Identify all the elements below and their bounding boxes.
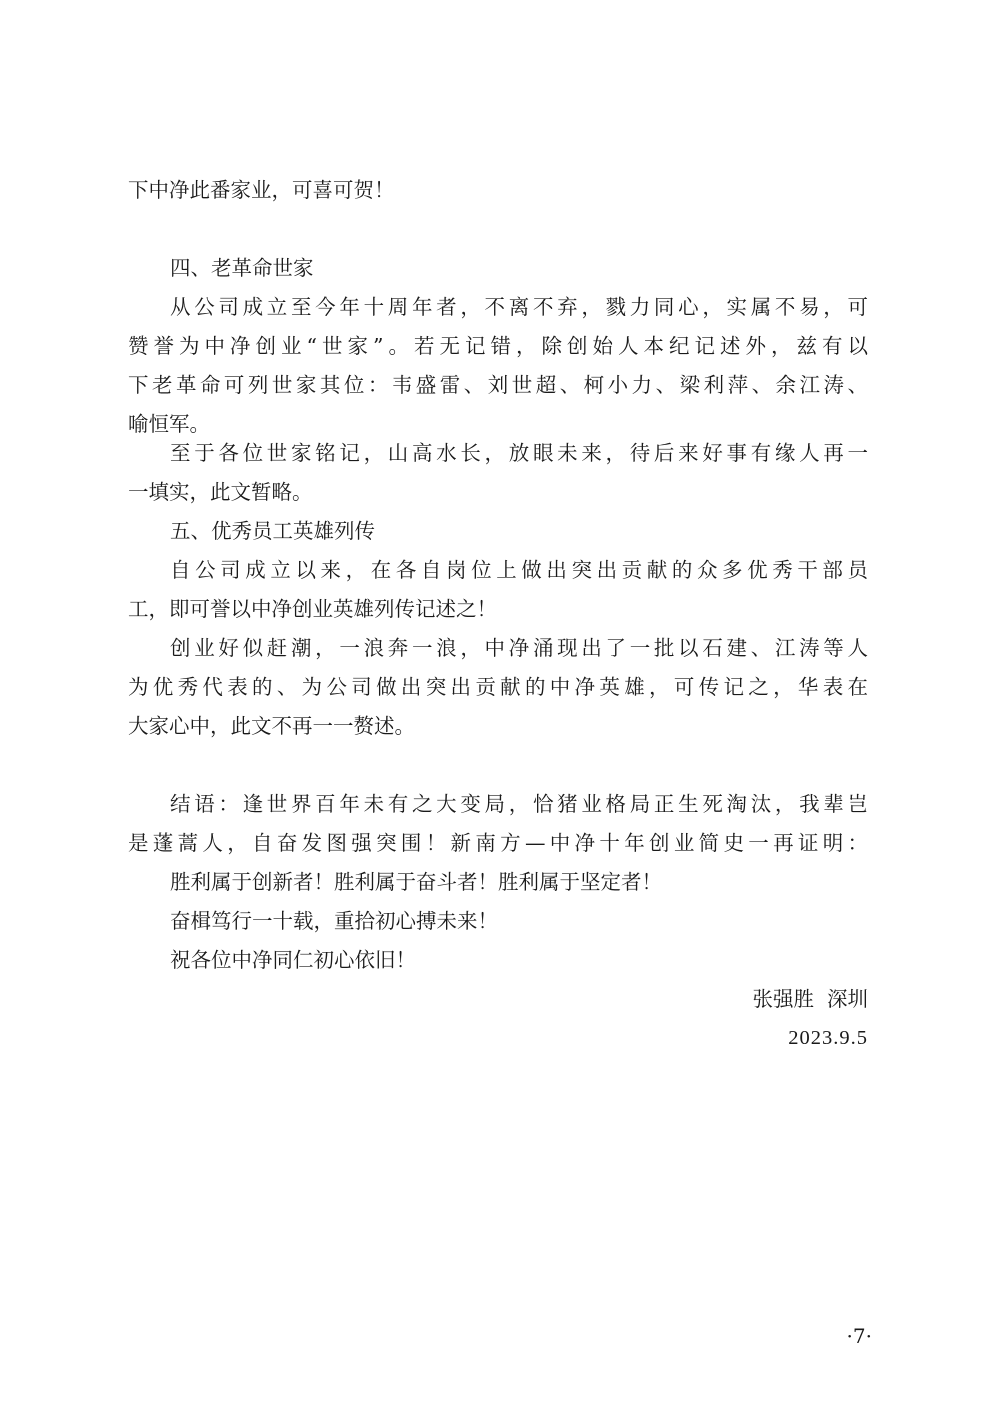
conclusion-line: 结语：逢世界百年未有之大变局，恰猪业格局正生死淘汰，我辈岂 — [170, 792, 868, 816]
conclusion-line: 是蓬蒿人，自奋发图强突围！新南方—中净十年创业简史一再证明： — [128, 831, 868, 855]
conclusion-line: 奋楫笃行一十载，重拾初心搏未来！ — [170, 909, 498, 933]
paragraph-line: 大家心中，此文不再一一赘述。 — [128, 714, 415, 738]
section-heading-five: 五、优秀员工英雄列传 — [170, 519, 375, 543]
paragraph-line: 下老革命可列世家其位：韦盛雷、刘世超、柯小力、梁利萍、余江涛、 — [128, 373, 868, 397]
conclusion-line: 胜利属于创新者！胜利属于奋斗者！胜利属于坚定者！ — [170, 870, 662, 894]
paragraph-line: 工，即可誉以中净创业英雄列传记述之！ — [128, 597, 497, 621]
paragraph-line: 赞誉为中净创业“世家”。若无记错，除创始人本纪记述外，兹有以 — [128, 334, 868, 358]
page-number: ·7· — [846, 1324, 872, 1348]
paragraph-line: 至于各位世家铭记，山高水长，放眼未来，待后来好事有缘人再一 — [170, 441, 868, 465]
paragraph-line: 自公司成立以来，在各自岗位上做出突出贡献的众多优秀干部员 — [170, 558, 868, 582]
author-signature: 张强胜 深圳 — [752, 987, 868, 1011]
section-heading-four: 四、老革命世家 — [170, 256, 314, 280]
paragraph-line: 创业好似赶潮，一浪奔一浪，中净涌现出了一批以石建、江涛等人 — [170, 636, 868, 660]
document-date: 2023.9.5 — [788, 1027, 868, 1049]
conclusion-line: 祝各位中净同仁初心依旧！ — [170, 948, 416, 972]
paragraph-line: 为优秀代表的、为公司做出突出贡献的中净英雄，可传记之，华表在 — [128, 675, 868, 699]
paragraph-line: 从公司成立至今年十周年者，不离不弃，戮力同心，实属不易，可 — [170, 295, 868, 319]
paragraph-line: 一填实，此文暂略。 — [128, 480, 313, 504]
paragraph-line: 喻恒军。 — [128, 412, 210, 436]
paragraph-line: 下中净此番家业，可喜可贺！ — [128, 178, 395, 202]
